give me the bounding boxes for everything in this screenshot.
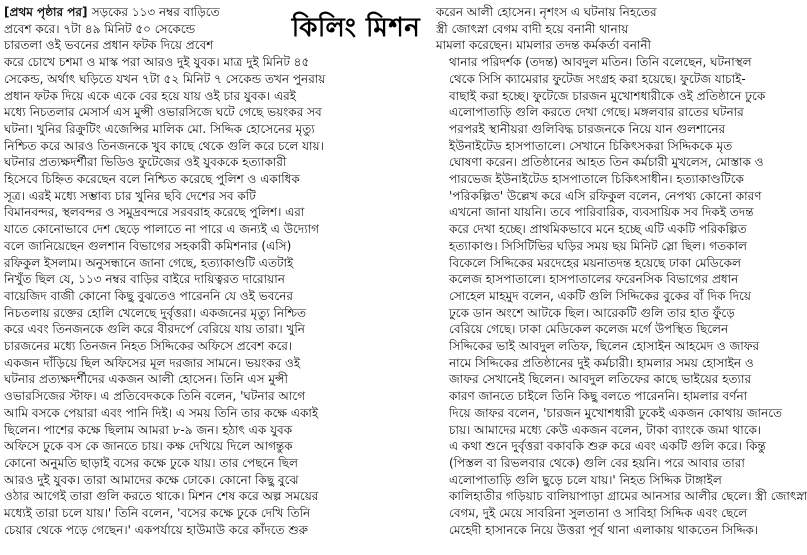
article-line: মেহেদী হাসানকে নিয়ে উত্তরা পূর্ব থানা এলাকায় থাকতেন সিদ্দিক। (449, 522, 759, 537)
article-line: একজন দাঁড়িয়ে ছিল অফিসের মূল দরজার সামনে। ভয়ংকর ওই (4, 355, 301, 370)
continued-from-tag: [প্রথম পৃষ্ঠার পর] (4, 5, 92, 19)
article-line: চেয়ার থেকে পড়ে গেছেন।' একপর্যায়ে হাউমাউ করে কাঁদতে শুরু (4, 522, 308, 537)
article-line: বাছাই করা হচ্ছে। ফুটেজে চারজন মুখোশধারীকে ওই প্রতিষ্ঠানে ঢুকে (449, 88, 766, 103)
article-line: সূত্র। এরই মধ্যে সম্ভাব্য চার খুনির ছবি দেশের সব কটি (4, 188, 256, 203)
article-line: মামলা করেছেন। মামলার তদন্ত কর্মকর্তা বনানী (436, 38, 651, 53)
article-line: করে এবং তিনজনকে গুলি করে বীরদর্পে বেরিয়ে যায় তারা। খুনি (4, 322, 305, 337)
article-line: বিকেলে সিদ্দিকের মরদেহের ময়নাতদন্ত হয়েছে ঢাকা মেডিকেল (449, 255, 741, 270)
article-line: বিমানবন্দর, স্থলবন্দর ও সমুদ্রবন্দরে সরবরাহ করেছে পুলিশ। এরা (4, 205, 305, 220)
article-line: হত্যাকাণ্ড। সিসিটিভির ঘড়ির সময় ছয় মিনিট স্লো ছিল। গতকাল (449, 238, 747, 253)
article-line: এখনো জানা যায়নি। তবে পারিবারিক, ব্যবসায়িক সব দিকই তদন্ত (449, 205, 754, 220)
article-line: প্রবেশ করে। ৭টা ৪৯ মিনিট ৫০ সেকেন্ডে (4, 21, 196, 36)
article-line-text: সড়কের ১১৩ নম্বর বাড়িতে (91, 5, 220, 19)
article-line: (পিস্তল বা রিভলবার থেকে) গুলি বের হয়নি। পরে আবার তারা (449, 455, 745, 470)
article-line: থানার পরিদর্শক (তদন্ত) আবদুল মতিন। তিনি বলেছেন, ঘটনাস্থল (449, 55, 752, 70)
article-line: চারতলা ওই ভবনের প্রধান ফটক দিয়ে প্রবেশ (4, 38, 214, 53)
article-line: ছিলেন। পাশের কক্ষে ছিলাম আমরা ৮-৯ জন। হঠাৎ এক যুবক (4, 422, 293, 437)
article-line: পরপরই স্থানীয়রা গুলিবিদ্ধ চারজনকে নিয়ে যান গুলশানের (449, 121, 726, 136)
article-line: বায়েজিদ বাজী কোনো কিছু বুঝতেও পারেননি যে ওই ভবনের (4, 288, 293, 303)
article-line: 'পরিকল্পিত' উল্লেখ করে এসি রফিকুল বলেন, নেপথ্য কোনো কারণ (449, 188, 762, 203)
article-line: কারণ জানতে চাইলে তিনি কিছু বলতে পারেননি। হামলার বর্ণনা (449, 389, 748, 404)
article-line: করে দেখা হচ্ছে। প্রাথমিকভাবে মনে হচ্ছে এটি একটি পরিকল্পিত (449, 222, 747, 237)
article-line: ঘোষণা করেন। প্রতিষ্ঠানের আহত তিন কর্মচারী মুখলেস, মোস্তাক ও (449, 155, 764, 170)
article-line: সেকেন্ড, অর্থাৎ ঘড়িতে যখন ৭টা ৫২ মিনিট ৭ সেকেন্ড তখন পুনরায় (4, 71, 326, 86)
article-line: পারভেজ ইউনাইটেড হাসপাতালে চিকিৎসাধীন। হত্যাকাণ্ডটিকে (449, 172, 744, 186)
article-line: দিয়ে জাফর বলেন, 'চারজন মুখোশধারী ঢুকেই একজন কোথায় জানতে (449, 405, 783, 420)
article-line: থেকে সিসি ক্যামেরার ফুটেজ সংগ্রহ করা হয়েছে। ফুটেজ যাচাই- (449, 71, 746, 86)
article-line: চারজনের মধ্যে তিনজন নিহত সিদ্দিকের অফিসে প্রবেশ করে। (4, 339, 293, 353)
article-line: নিখুঁত ছিল যে, ১১৩ নম্বর বাড়ির বাইরে দায়িত্বরত দারোয়ান (4, 272, 285, 287)
article-line: নিচতলায় রক্তের হোলি খেলেছে দুর্বৃত্তরা। একজনের মৃত্যু নিশ্চিত (4, 305, 307, 320)
article-line: হিসেবে চিহ্নিত করেছেন বলে নিশ্চিত করেছে পুলিশ ও একাধিক (4, 172, 300, 186)
article-line: এলোপাতাড়ি গুলি করতে দেখা গেছে। মঙ্গলবার রাতের ঘটনার (449, 105, 744, 120)
article-line: ঘটনার প্রত্যক্ষদর্শীদের একজন আলী হোসেন। তিনি এস মুন্সী (4, 372, 288, 387)
article-line: কোনো অনুমতি ছাড়াই বসের কক্ষে ঢুকে যায়। তার পেছনে ছিল (4, 455, 298, 470)
article-line: কালিহাতীর গড়িয়াচ বালিয়াপাড়া গ্রামের আনসার আলীর ছেলে। স্ত্রী জোৎস্না (449, 489, 807, 504)
article-line: মধ্যেই তারা চলে যায়।' তিনি বলেন, 'বসের কক্ষে ঢুকে দেখি তিনি (4, 506, 311, 520)
article-line: রফিকুল ইসলাম। অনুসন্ধানে জানা গেছে, হত্যাকাণ্ডটি এতটাই (4, 255, 294, 270)
article-line: এ কথা শুনে দুর্বৃত্তরা বকাবকি শুরু করে এবং একটি গুলি করে। কিন্তু (449, 439, 766, 454)
article-line: অফিসে ঢুকে বস কে জানতে চায়। কক্ষ দেখিয়ে দিলে আগন্তুক (4, 439, 293, 454)
article-line: ওঠার আগেই তারা গুলি করতে থাকে। মিশন শেষ করে অল্প সময়ের (4, 489, 319, 504)
article-line: আরও দুই যুবক। তারা আমাদের কক্ষে ঢোকে। কোনো কিছু বুঝে (4, 472, 299, 487)
article-headline: কিলিং মিশন (291, 13, 421, 43)
article-line: প্রধান ফটক দিয়ে একে একে বের হয়ে যায় ওই চার যুবক। এরই (4, 88, 296, 103)
article-line: ঘটনার প্রত্যক্ষদর্শীরা ভিডিও ফুটেজের ওই যুবককে হত্যাকারী (4, 155, 287, 170)
article-line: বেরিয়ে গেছে। ঢাকা মেডিকেল কলেজ মর্গে উপস্থিত ছিলেন (449, 322, 729, 337)
article-line: জাফর সেখানেই ছিলেন। আবদুল লতিফের কাছে ভাইয়ের হত্যার (449, 372, 752, 387)
article-line: আমি বসকে পেয়ারা এবং পানি দিই। এ সময় তিনি তার কক্ষে একাই (4, 405, 319, 420)
article-line: ঢুকে ডান অংশে আটকে ছিল। আরেকটি গুলি তার হাত ফুঁড়ে (449, 305, 735, 320)
article-line: বলে জানিয়েছেন গুলশান বিভাগের সহকারী কমিশনার (এসি) (4, 238, 292, 253)
article-line: নামে সিদ্দিকের প্রতিষ্ঠানের দুই কর্মচারী। হামলার সময় হোসাইন ও (449, 355, 754, 370)
article-line: সোহেল মাহমুদ বলেন, একটি গুলি সিদ্দিকের বুকের বাঁ দিক দিয়ে (449, 288, 751, 303)
article-line: এলোপাতাড়ি গুলি ছুড়ে চলে যায়।' নিহত সিদ্দিক টাঙ্গাইল (449, 472, 722, 487)
article-line (4, 4, 286, 21)
article-line: স্ত্রী জোৎস্না বেগম বাদী হয়ে বনানী থানায় (436, 21, 629, 36)
article-line: করে চোখে চশমা ও মাস্ক পরা আরও দুই যুবক। মাত্র দুই মিনিট ৪৫ (4, 55, 310, 70)
article-line: সিদ্দিকের ভাই আবদুল লতিফ, ছিলেন হোসাইন আহমেদ ও জাফর (449, 339, 760, 353)
article-line: ইউনাইটেড হাসপাতালে। সেখানে চিকিৎসকরা সিদ্দিককে মৃত (449, 138, 733, 153)
article-line: যাতে কোনোভাবে দেশ ছেড়ে পালাতে না পারে এ জন্যই এ উদ্যোগ (4, 222, 320, 237)
article-line: মধ্যে নিচতলার মেসার্স এস মুন্সী ওভারসিজে ঘটে গেছে ভয়ংকর সব (4, 105, 322, 120)
article-line: বেগম, দুই মেয়ে সাবরিনা সুলতানা ও সাবিহা সিদ্দিক এবং ছেলে (449, 506, 748, 520)
article-line: ঘটনা। খুনির রিক্রুটিং এজেন্সির মালিক মো. সিদ্দিক হোসেনের মৃত্যু (4, 121, 315, 136)
article-line: নিশ্চিত করে আরও তিনজনকে খুব কাছে থেকে গুলি করে চলে যায়। (4, 138, 324, 153)
article-line: করেন আলী হোসেন। নৃশংস এ ঘটনায় নিহতের (436, 5, 657, 19)
article-line: চায়। আমাদের মধ্যে কেউ একজন বলেন, টাকা ব্যাংকে জমা থাকে। (449, 422, 762, 437)
article-line: ওভারসিজের স্টাফ। এ প্রতিবেদককে তিনি বলেন, 'ঘটনার আগে (4, 389, 306, 404)
article-line: কলেজ হাসপাতালে। হাসপাতালের ফরেনসিক বিভাগের প্রধান (449, 272, 739, 287)
